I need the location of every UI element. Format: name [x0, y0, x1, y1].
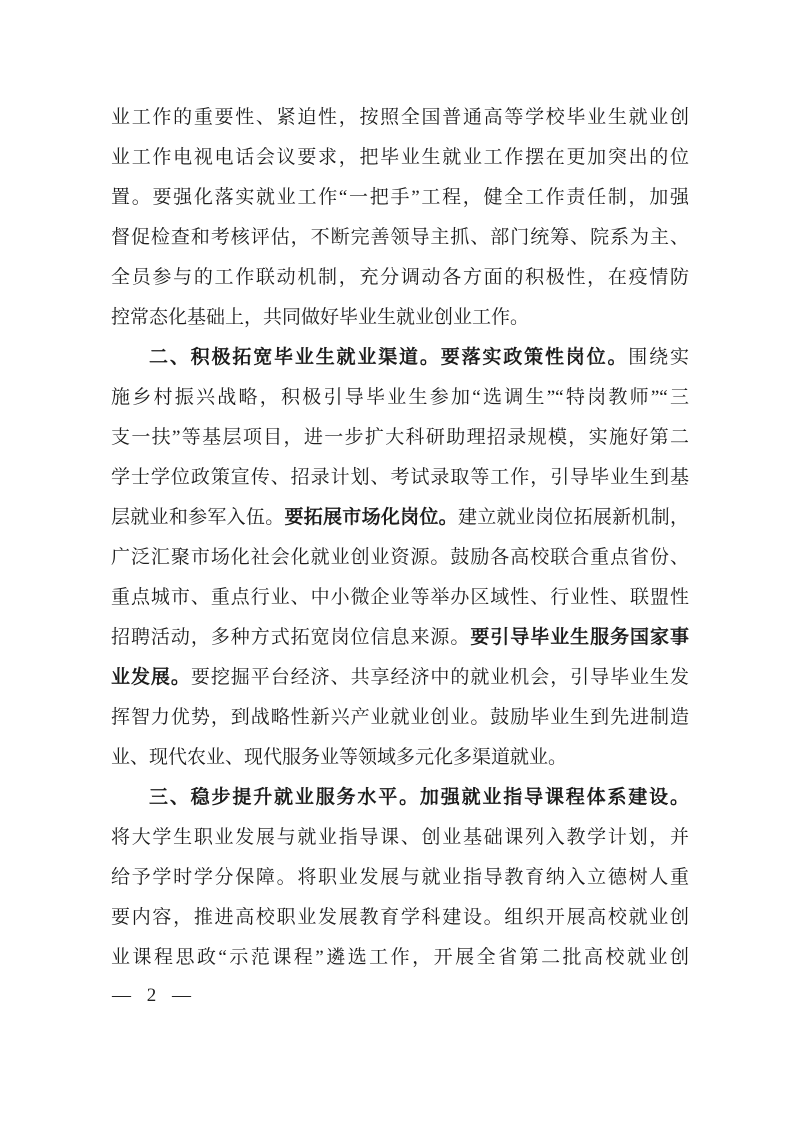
- body-text: 置。要强化落实就业工作“一把手”工程，健全工作责任制，加强: [111, 187, 689, 208]
- section-2-paragraph: [111, 338, 689, 778]
- section-heading: 二、积极拓宽毕业生就业渠道。: [149, 347, 441, 368]
- section-heading: 三、稳步提升就业服务水平。: [149, 787, 420, 808]
- text-line: [111, 698, 689, 738]
- body-text: 挥智力优势，到战略性新兴产业就业创业。鼓励毕业生到先进制造: [111, 707, 689, 728]
- text-line: [111, 378, 689, 418]
- body-text: 将大学生职业发展与就业指导课、创业基础课列入教学计划，并: [111, 827, 689, 848]
- body-text: 围绕实: [628, 347, 689, 368]
- document-body: [111, 98, 689, 978]
- page-number: — 2 —: [112, 985, 192, 1006]
- body-text: 给予学时学分保障。将职业发展与就业指导教育纳入立德树人重: [111, 867, 689, 888]
- body-text: 要内容，推进高校职业发展教育学科建设。组织开展高校就业创: [111, 907, 689, 928]
- body-text: 建立就业岗位拓展新机制，: [457, 507, 689, 528]
- text-line: [111, 418, 689, 458]
- text-line: [111, 298, 689, 338]
- body-text: 业课程思政“示范课程”遴选工作，开展全省第二批高校就业创: [111, 947, 689, 968]
- body-text: 层就业和参军入伍。: [111, 507, 285, 528]
- text-line: [111, 338, 689, 378]
- body-text: 广泛汇聚市场化社会化就业创业资源。鼓励各高校联合重点省份、: [111, 547, 689, 568]
- body-text: 业、现代农业、现代服务业等领域多元化多渠道就业。: [111, 747, 568, 768]
- text-line: [111, 538, 689, 578]
- text-line: [111, 898, 689, 938]
- body-text: 要挖掘平台经济、共享经济中的就业机会，引导毕业生发: [190, 667, 689, 688]
- text-line: [111, 138, 689, 178]
- emphasis-text: 业发展。: [111, 667, 191, 688]
- body-text: 控常态化基础上，共同做好毕业生就业创业工作。: [111, 307, 530, 328]
- body-text: 施乡村振兴战略，积极引导毕业生参加“选调生”“特岗教师”“三: [111, 387, 689, 408]
- text-line: [111, 578, 689, 618]
- text-line: [111, 938, 689, 978]
- text-line: [111, 458, 689, 498]
- text-line: [111, 858, 689, 898]
- body-text: 学士学位政策宣传、招录计划、考试录取等工作，引导毕业生到基: [111, 467, 689, 488]
- body-text: 全员参与的工作联动机制，充分调动各方面的积极性，在疫情防: [111, 267, 689, 288]
- body-text: 重点城市、重点行业、中小微企业等举办区域性、行业性、联盟性: [111, 587, 689, 608]
- emphasis-text: 加强就业指导课程体系建设。: [419, 787, 689, 808]
- body-text: 督促检查和考核评估，不断完善领导主抓、部门统筹、院系为主、: [111, 227, 689, 248]
- text-line: [111, 258, 689, 298]
- text-line: [111, 218, 689, 258]
- emphasis-text: 要拓展市场化岗位。: [284, 507, 458, 528]
- body-text: 支一扶”等基层项目，进一步扩大科研助理招录规模，实施好第二: [111, 427, 689, 448]
- emphasis-text: 要引导毕业生服务国家事: [470, 627, 689, 648]
- section-3-paragraph: [111, 778, 689, 978]
- body-text: 业工作的重要性、紧迫性，按照全国普通高等学校毕业生就业创: [111, 107, 689, 128]
- continuation-paragraph: [111, 98, 689, 338]
- text-line: [111, 818, 689, 858]
- text-line: [111, 738, 689, 778]
- text-line: [111, 778, 689, 818]
- text-line: [111, 618, 689, 658]
- emphasis-text: 要落实政策性岗位。: [440, 347, 629, 368]
- text-line: [111, 98, 689, 138]
- text-line: [111, 498, 689, 538]
- text-line: [111, 658, 689, 698]
- body-text: 业工作电视电话会议要求，把毕业生就业工作摆在更加突出的位: [111, 147, 689, 168]
- body-text: 招聘活动，多种方式拓宽岗位信息来源。: [111, 627, 471, 648]
- text-line: [111, 178, 689, 218]
